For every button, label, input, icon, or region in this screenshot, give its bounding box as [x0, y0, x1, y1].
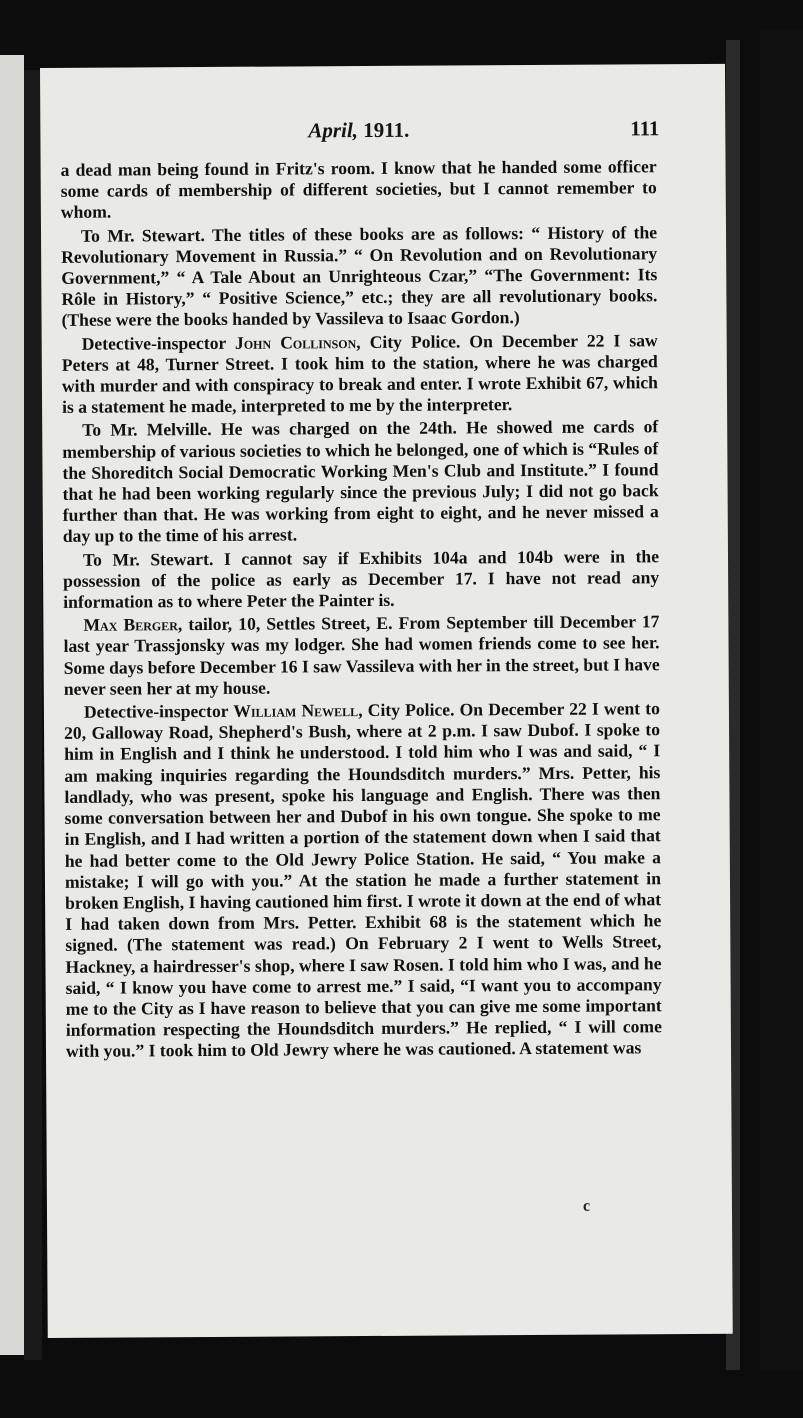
paragraph-stewart-exhibits: To Mr. Stewart. I cannot say if Exhibits 104a and 104b were in the possession of the police as early as December 17. I have not read any information as to where Peter the Painter is.	[63, 545, 660, 612]
signature-mark: c	[582, 1197, 591, 1215]
paragraph-stewart-books: To Mr. Stewart. The titles of these books are as follows: “ History of the Revolutionary Movement in Russia.” “ On Revolution and on Revolutionary Government,” “ A Tale About an Unrighteous Czar,” “The Government: Its Rôle in History,” “ Positive Science,” etc.; they are all revolutionary books. (These were the books handed by Vassileva to Isaac Gordon.)	[61, 221, 658, 331]
paragraph-newell	[64, 698, 662, 1062]
page-number: 111	[630, 116, 660, 141]
page-header	[40, 116, 725, 150]
witness-title: Detective-inspector	[81, 332, 236, 354]
witness-name: William Newell,	[233, 700, 363, 721]
running-title	[308, 118, 409, 144]
scanner-background	[760, 30, 803, 1370]
header-month: April,	[308, 118, 359, 143]
witness-title: Detective-inspector	[83, 700, 234, 722]
book-gutter	[24, 70, 42, 1360]
paragraph-berger	[63, 611, 660, 699]
adjacent-page-edge	[0, 55, 24, 1355]
witness-testimony: tailor, 10, Settles Street, E. From September till December 17 last year Trassjonsky was my lodger. She had women friends come to see her. Some days before December 16 I saw Vassileva with her in the street, but I have never seen her at my house.	[63, 611, 660, 699]
witness-testimony: City Police. On December 22 I went to 20, Galloway Road, Shepherd's Bush, where at 2 p.m. I saw Dubof. I spoke to him in English and I think he understood. I told him who I was and said, “ I am making inquiries regarding the Houndsditch murders.” Mrs. Petter, his landlady, who was present, spoke his language and English. There was then some conversation between her and Dubof in his own tongue. She spoke to me in English, and I had written a portion of the statement down when I said that he had better come to the Old Jewry Police Station. He said, “ You make a mistake; I will go with you.” At the station he made a further statement in broken English, I having cautioned him first. I wrote it down at the end of what I had taken down from Mrs. Petter. Exhibit 68 is the statement which he signed. (The statement was read.) On February 2 I went to Wells Street, Hackney, a hairdresser's shop, where I saw Rosen. I told him who I was, and he said, “ I know you have come to arrest me.” I said, “I want you to accompany me to the City as I have reason to believe that you can give me some important information respecting the Houndsditch murders.” He replied, “ I will come with you.” I took him to Old Jewry where he was cautioned. A statement was	[64, 698, 662, 1062]
page-body	[61, 156, 663, 1062]
witness-name: John Collinson,	[234, 331, 361, 353]
witness-testimony: City Police. On December 22 I saw Peters at 48, Turner Street. I took him to the station, where he was charged with murder and with conspiracy to break and enter. I wrote Exhibit 67, which is a statement he made, interpreted to me by the interpreter.	[61, 329, 658, 418]
witness-name: Max Berger,	[83, 614, 183, 636]
header-year: 1911.	[363, 117, 410, 143]
paragraph-collinson	[62, 330, 659, 418]
book-page	[40, 64, 733, 1338]
paragraph-continuation: a dead man being found in Fritz's room. I know that he handed some officer some cards of membership of different societies, but I cannot remember to whom.	[60, 156, 657, 223]
paragraph-melville: To Mr. Melville. He was charged on the 24th. He showed me cards of membership of various societies to which he belonged, one of which is “Rules of the Shoreditch Social Democratic Working Men's Club and Institute.” I found that he had been working regularly since the previous July; I did not go back further than that. He was working from eight to eight, and he never missed a day up to the time of his arrest.	[62, 416, 659, 547]
